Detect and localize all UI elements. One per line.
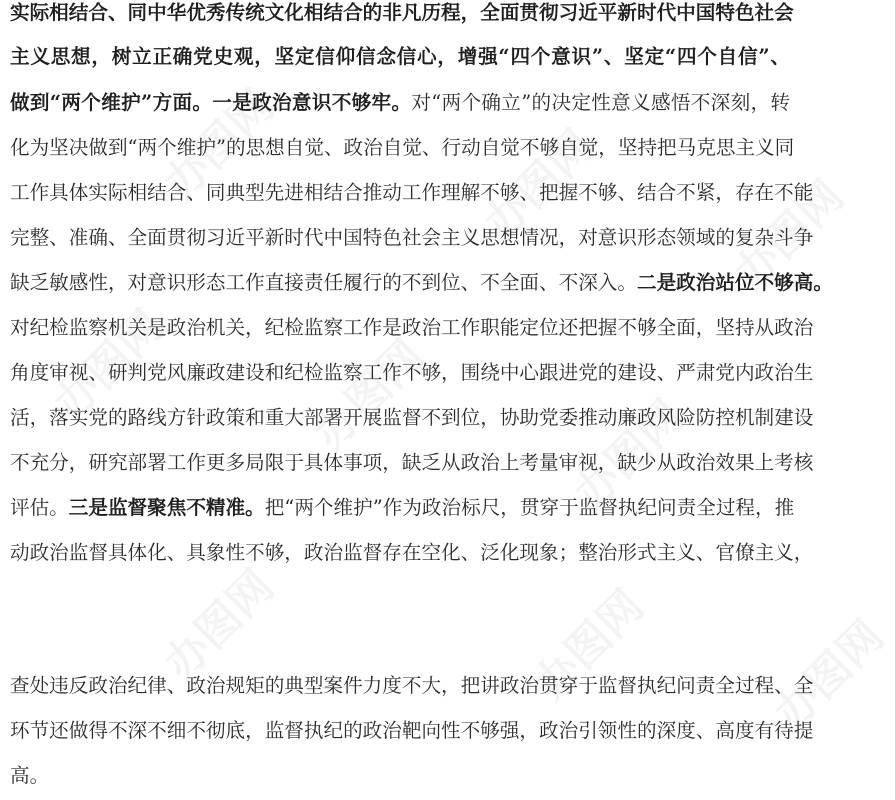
text-line (10, 93, 790, 113)
bold-text-segment: 主义思想，树立正确党史观，坚定信仰信念信心，增强“四个意识”、坚定“四个自信”、 (10, 45, 790, 68)
text-segment: 活，落实党的路线方针政策和重大部署开展监督不到位，协助党委推动廉政风险防控机制建设 (10, 406, 814, 429)
text-segment: 把“两个维护”作为政治标尺，贯穿于监督执纪问责全过程，推 (264, 496, 795, 519)
text-segment: 缺乏敏感性，对意识形态工作直接责任履行的不到位、不全面、不深入。 (10, 271, 637, 294)
text-segment: 化为坚决做到“两个维护”的思想自觉、政治自觉、行动自觉不够自觉，坚持把马克思主义同 (10, 136, 795, 159)
text-line (10, 136, 795, 159)
watermark-text (297, 323, 436, 462)
text-line (10, 361, 814, 384)
bold-text-segment: 实际相结合、同中华优秀传统文化相结合的非凡历程，全面贯彻习近平新时代中国特色社会 (10, 1, 794, 24)
text-segment: 工作具体实际相结合、同典型先进相结合推动工作理解不够、把握不够、结合不紧，存在不能 (10, 181, 814, 204)
text-segment: 完整、准确、全面贯彻习近平新时代中国特色社会主义思想情况，对意识形态领域的复杂斗争 (10, 226, 814, 249)
text-line (10, 1, 794, 24)
text-segment: 不充分，研究部署工作更多局限于具体事项，缺乏从政治上考量审视，缺少从政治效果上考核 (10, 451, 814, 474)
text-segment: 对纪检监察机关是政治机关，纪检监察工作是政治工作职能定位还把握不够全面，坚持从政治 (10, 316, 814, 339)
text-segment: 高。 (10, 764, 50, 787)
text-line (10, 47, 790, 67)
text-segment: 角度审视、研判党风廉政建设和纪检监察工作不够，围绕中心跟进党的建设、严肃党内政治生 (10, 361, 814, 384)
text-line (10, 451, 814, 474)
text-line (10, 181, 814, 204)
watermark-text (147, 553, 286, 692)
text-line (10, 406, 814, 429)
text-segment: 动政治监督具体化、具象性不够，政治监督存在空化、泛化现象；整治形式主义、官僚主义， (10, 541, 814, 564)
text-segment: 查处违反政治纪律、政治规矩的典型案件力度不大，把讲政治贯穿于监督执纪问责全过程、全 (10, 674, 814, 697)
text-line (10, 496, 795, 519)
text-line (10, 316, 814, 339)
text-line (10, 541, 814, 564)
text-segment: 评估。 (10, 496, 69, 519)
bold-text-segment: 做到“两个维护”方面。一是政治意识不够牢。 (10, 91, 412, 114)
text-segment: 对“两个确立”的决定性意义感悟不深刻，转 (411, 91, 790, 114)
bold-text-segment: 三是监督聚焦不精准。 (68, 496, 265, 519)
text-segment: 环节还做得不深不细不彻底，监督执纪的政治靶向性不够强，政治引领性的深度、高度有待提 (10, 719, 814, 742)
text-line (10, 766, 790, 786)
text-line (10, 719, 814, 742)
text-line (10, 226, 814, 249)
text-line (10, 271, 833, 294)
text-line (10, 674, 814, 697)
bold-text-segment: 二是政治站位不够高。 (637, 271, 833, 294)
